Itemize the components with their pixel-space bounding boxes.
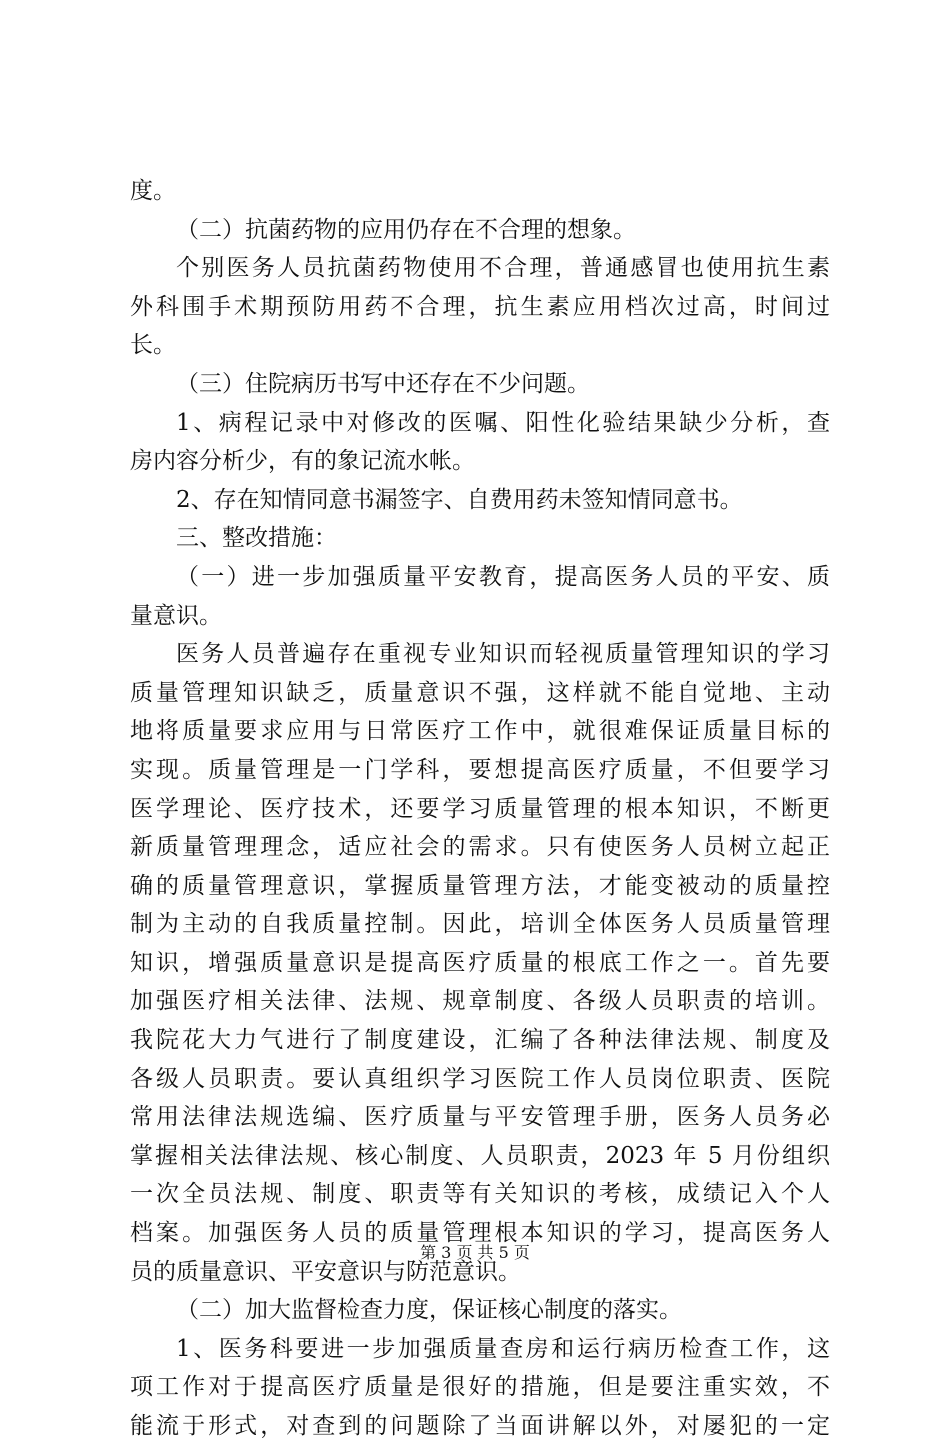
text-line: 1、医务科要进一步加强质量查房和运行病历检查工作，这 xyxy=(176,1335,830,1362)
text-line: 质量管理知识缺乏，质量意识不强，这样就不能自觉地、主动 xyxy=(130,679,830,706)
text-line: 我院花大力气进行了制度建设，汇编了各种法律法规、制度及 xyxy=(130,1027,830,1054)
text-line: 知识，增强质量意识是提高医疗质量的根底工作之一。首先要 xyxy=(130,949,830,976)
text-line: 掌握相关法律法规、核心制度、人员职责，2023 年 5 月份组织 xyxy=(130,1142,830,1169)
text-line: 档案。加强医务人员的质量管理根本知识的学习，提高医务人 xyxy=(130,1220,830,1247)
text-line: 房内容分析少，有的象记流水帐。 xyxy=(130,448,475,475)
text-line: 确的质量管理意识，掌握质量管理方法，才能变被动的质量控 xyxy=(130,872,830,899)
text-line: 2、存在知情同意书漏签字、自费用药未签知情同意书。 xyxy=(176,486,743,513)
text-line: 医务人员普遍存在重视专业知识而轻视质量管理知识的学习 xyxy=(176,641,830,668)
text-line: （二）加大监督检查力度，保证核心制度的落实。 xyxy=(176,1297,682,1324)
text-line: 地将质量要求应用与日常医疗工作中，就很难保证质量目标的 xyxy=(130,718,830,745)
text-line: 长。 xyxy=(130,332,176,359)
text-line: 各级人员职责。要认真组织学习医院工作人员岗位职责、医院 xyxy=(130,1065,830,1092)
text-line: 三、整改措施： xyxy=(176,525,337,552)
text-line: 员的质量意识、平安意识与防范意识。 xyxy=(130,1258,521,1285)
text-line: 外科围手术期预防用药不合理，抗生素应用档次过高，时间过 xyxy=(130,293,830,320)
text-line: 个别医务人员抗菌药物使用不合理，普通感冒也使用抗生素 xyxy=(176,255,830,282)
text-line: 新质量管理理念，适应社会的需求。只有使医务人员树立起正 xyxy=(130,834,830,861)
text-line: 项工作对于提高医疗质量是很好的措施，但是要注重实效，不 xyxy=(130,1374,830,1401)
text-line: 实现。质量管理是一门学科，要想提高医疗质量，不但要学习 xyxy=(130,756,830,783)
text-line: 1、病程记录中对修改的医嘱、阳性化验结果缺少分析，查 xyxy=(176,409,830,436)
text-line: 度。 xyxy=(130,178,176,204)
text-line: 能流于形式，对查到的问题除了当面讲解以外，对屡犯的一定 xyxy=(130,1413,830,1439)
text-line: （二）抗菌药物的应用仍存在不合理的想象。 xyxy=(176,216,636,243)
text-line: 加强医疗相关法律、法规、规章制度、各级人员职责的培训。 xyxy=(130,988,830,1015)
text-line: 量意识。 xyxy=(130,602,222,629)
text-line: （三）住院病历书写中还存在不少问题。 xyxy=(176,370,590,397)
text-line: 一次全员法规、制度、职责等有关知识的考核，成绩记入个人 xyxy=(130,1181,830,1208)
text-line: （一）进一步加强质量平安教育，提高医务人员的平安、质 xyxy=(176,563,830,590)
text-line: 常用法律法规选编、医疗质量与平安管理手册，医务人员务必 xyxy=(130,1104,830,1131)
page-footer: 第 3 页 共 5 页 xyxy=(420,1243,530,1262)
text-line: 医学理论、医疗技术，还要学习质量管理的根本知识，不断更 xyxy=(130,795,830,822)
text-line: 制为主动的自我质量控制。因此，培训全体医务人员质量管理 xyxy=(130,911,830,938)
